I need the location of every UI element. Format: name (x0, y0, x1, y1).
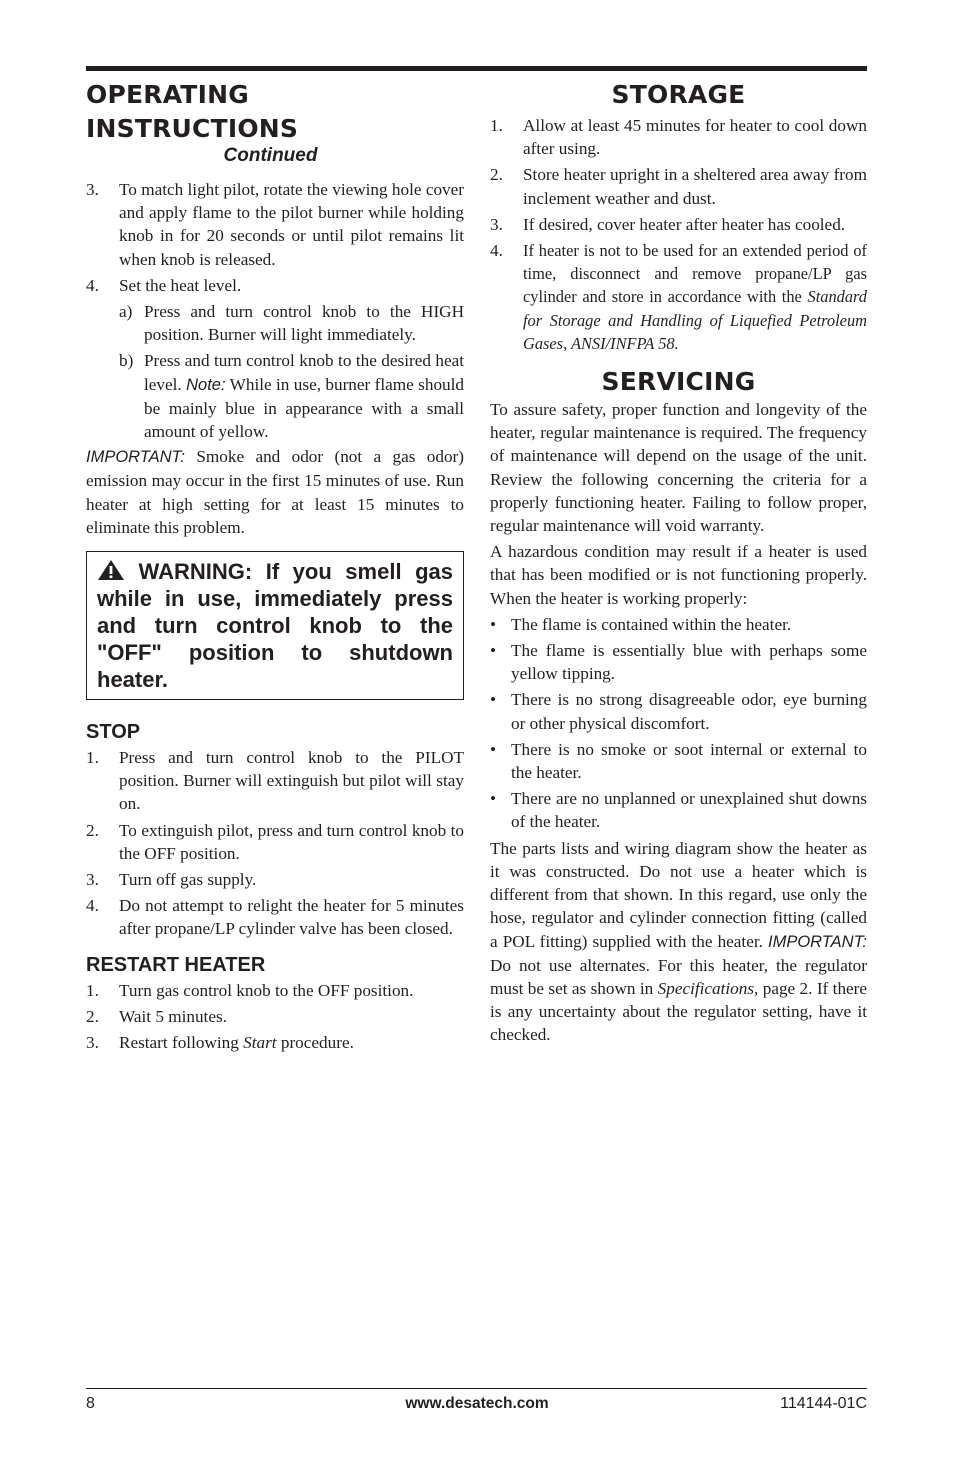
servicing-paragraph-2: A hazardous condition may result if a heater is used that has been modified or is not functioning properly. When the heater is working properly: (490, 542, 867, 608)
list-item: 3. To match light pilot, rotate the viewing hole cover and apply flame to the pilot burner while holding knob in for 20 seconds or until pilot remains lit when knob is released. (86, 180, 464, 269)
restart-list (86, 979, 464, 1055)
servicing-paragraph-1: To assure safety, proper function and longevity of the heater, regular maintenance is required. The frequency of maintenance will depend on the usage of the unit. Review the following concerning the criteria for a properly functioning heater. Failing to follow proper, regular maintenance will void warranty. (490, 400, 867, 536)
list-item: 4. Do not attempt to relight the heater for 5 minutes after propane/LP cylinder valve has been closed. (86, 896, 464, 939)
servicing-heading: SERVICING (601, 367, 756, 397)
right-column (490, 78, 867, 1050)
list-item: 3. Turn off gas supply. (86, 870, 257, 890)
servicing-paragraph-3: The parts lists and wiring diagram show the heater as it was constructed. Do not use a heater which is different from that shown. In this regard, use only the hose, regulator and cylinder connection fitting (called a POL fitting) supplied with the heater. IMPORTANT: Do not use alternates. For this heater, the regulator must be set as shown in Specifications, page 2. If there is any uncertainty about the regulator setting, have it checked. (490, 838, 868, 1045)
continued-subheading: Continued (223, 145, 318, 166)
document-number: 114144-01C (780, 1395, 867, 1412)
operating-instructions-heading: OPERATING INSTRUCTIONS (86, 80, 299, 143)
restart-heater-heading: RESTART HEATER (86, 953, 266, 976)
list-item: 1. Allow at least 45 minutes for heater to cool down after using. (490, 116, 867, 159)
storage-list (490, 114, 867, 355)
note-label: Note: (186, 375, 226, 394)
list-item: • The flame is contained within the heater. (490, 614, 792, 634)
list-item: 2. Store heater upright in a sheltered area away from inclement weather and dust. (490, 165, 867, 208)
list-item: 1. Press and turn control knob to the PILOT position. Burner will extinguish but pilot will stay on. (86, 748, 464, 814)
important-paragraph: IMPORTANT: Smoke and odor (not a gas odor) emission may occur in the first 15 minutes of use. Run heater at high setting for at least 15 minutes to eliminate this problem. (86, 447, 464, 537)
sub-list-item: a) Press and turn control knob to the HIGH position. Burner will light immediately. (119, 302, 464, 345)
sub-list-item: b) Press and turn control knob to the desired heat level. Note: While in use, burner flame should be mainly blue in appearance with a small amount of yellow. (119, 351, 464, 442)
left-column (86, 78, 464, 1057)
properly-working-bullets (490, 613, 867, 834)
warning-text: WARNING: If you smell gas while in use, immediately press and turn control knob to the "OFF" position to shutdown heater. (97, 559, 453, 693)
list-item: 4. If heater is not to be used for an extended period of time, disconnect and remove propane/LP gas cylinder and store in accordance with the Standard for Storage and Handling of Liquefied Petroleum Gases, ANSI/INFPA 58. (490, 241, 867, 353)
page-number: 8 (86, 1395, 95, 1412)
list-item: 4. Set the heat level. (86, 275, 242, 295)
warning-box (86, 551, 464, 700)
storage-heading: STORAGE (611, 80, 746, 109)
operating-steps (86, 178, 464, 443)
list-item: • There is no smoke or soot internal or external to the heater. (490, 739, 867, 783)
list-item: 2. Wait 5 minutes. (86, 1006, 227, 1026)
stop-heading: STOP (86, 721, 141, 744)
stop-list (86, 746, 464, 941)
list-item: • There is no strong disagreeable odor, eye burning or other physical discomfort. (490, 690, 867, 733)
list-item: 2. To extinguish pilot, press and turn control knob to the OFF position. (86, 820, 464, 863)
footer-rule (86, 1388, 867, 1389)
top-rule (86, 66, 867, 71)
important-label: IMPORTANT: (86, 448, 185, 467)
website-link[interactable]: www.desatech.com (405, 1395, 549, 1412)
warning-triangle-icon (97, 559, 125, 581)
list-item: 3. Restart following Start procedure. (86, 1033, 354, 1053)
list-item: • There are no unplanned or unexplained shut downs of the heater. (490, 789, 867, 832)
list-item: • The flame is essentially blue with perhaps some yellow tipping. (490, 641, 867, 684)
important-label: IMPORTANT: (768, 932, 868, 951)
list-item: 3. If desired, cover heater after heater has cooled. (490, 214, 846, 234)
list-item: 1. Turn gas control knob to the OFF position. (86, 980, 414, 1000)
